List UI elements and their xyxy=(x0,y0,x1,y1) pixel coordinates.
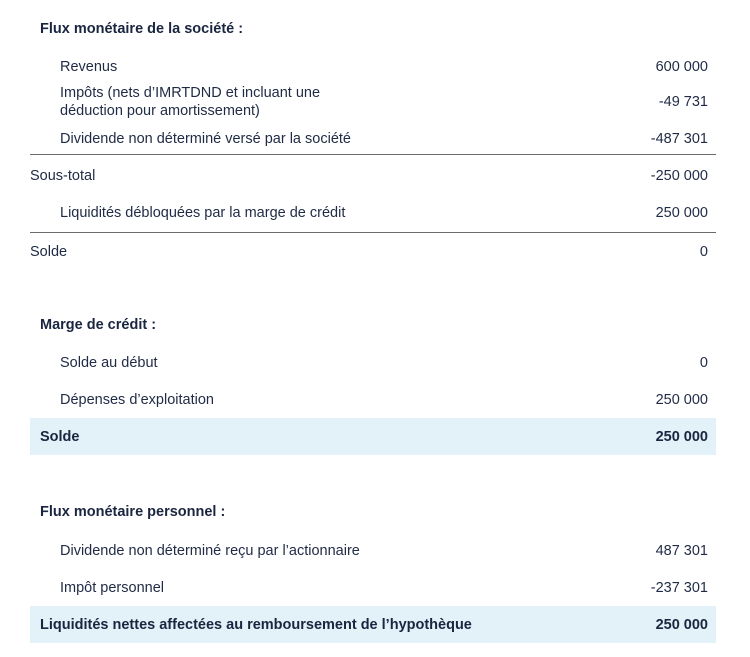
row-label-line1: Impôts (nets d’IMRTDND et incluant une xyxy=(60,85,321,101)
row-value: 250 000 xyxy=(655,205,708,221)
row-value: -49 731 xyxy=(658,94,708,110)
credit-row-start xyxy=(30,352,716,374)
credit-balance-row xyxy=(30,418,716,455)
row-label: Solde xyxy=(40,428,80,445)
corp-released-row xyxy=(30,202,716,224)
row-label: Solde au début xyxy=(60,355,158,371)
personal-cashflow-title: Flux monétaire personnel : xyxy=(40,504,226,520)
row-label: Revenus xyxy=(60,59,118,75)
corp-row-dividend xyxy=(30,128,716,150)
row-value: 250 000 xyxy=(655,616,708,633)
divider xyxy=(30,154,716,155)
row-value: 487 301 xyxy=(655,543,708,559)
corp-cashflow-title: Flux monétaire de la société : xyxy=(40,21,244,37)
row-value: 250 000 xyxy=(655,392,708,408)
row-label: Dividende non déterminé reçu par l’actionnaire xyxy=(60,543,360,559)
row-label: Impôt personnel xyxy=(60,580,164,596)
row-label: Sous-total xyxy=(30,168,96,184)
row-value: 600 000 xyxy=(655,59,708,75)
personal-net-row xyxy=(30,606,716,643)
credit-row-expenses xyxy=(30,389,716,411)
personal-row-dividend xyxy=(30,540,716,562)
row-label: Liquidités débloquées par la marge de crédit xyxy=(60,205,346,221)
row-value: 250 000 xyxy=(655,428,708,445)
row-label: Dividende non déterminé versé par la société xyxy=(60,131,351,147)
row-label: Dépenses d’exploitation xyxy=(60,392,214,408)
credit-line-title: Marge de crédit : xyxy=(40,317,157,333)
row-label: Solde xyxy=(30,244,68,260)
row-value: -250 000 xyxy=(650,168,708,184)
corp-subtotal-row xyxy=(30,165,716,187)
corp-row-revenue xyxy=(30,57,716,77)
divider xyxy=(30,232,716,233)
personal-row-tax xyxy=(30,577,716,599)
row-value: 0 xyxy=(699,244,708,260)
corp-row-taxes xyxy=(30,82,716,122)
corp-balance-row xyxy=(30,241,716,263)
row-label xyxy=(30,84,320,120)
row-value: -487 301 xyxy=(650,131,708,147)
row-label-line2: déduction pour amortissement) xyxy=(60,103,260,119)
row-value: 0 xyxy=(699,355,708,371)
row-value: -237 301 xyxy=(650,580,708,596)
row-label: Liquidités nettes affectées au remboursement de l’hypothèque xyxy=(40,616,472,633)
